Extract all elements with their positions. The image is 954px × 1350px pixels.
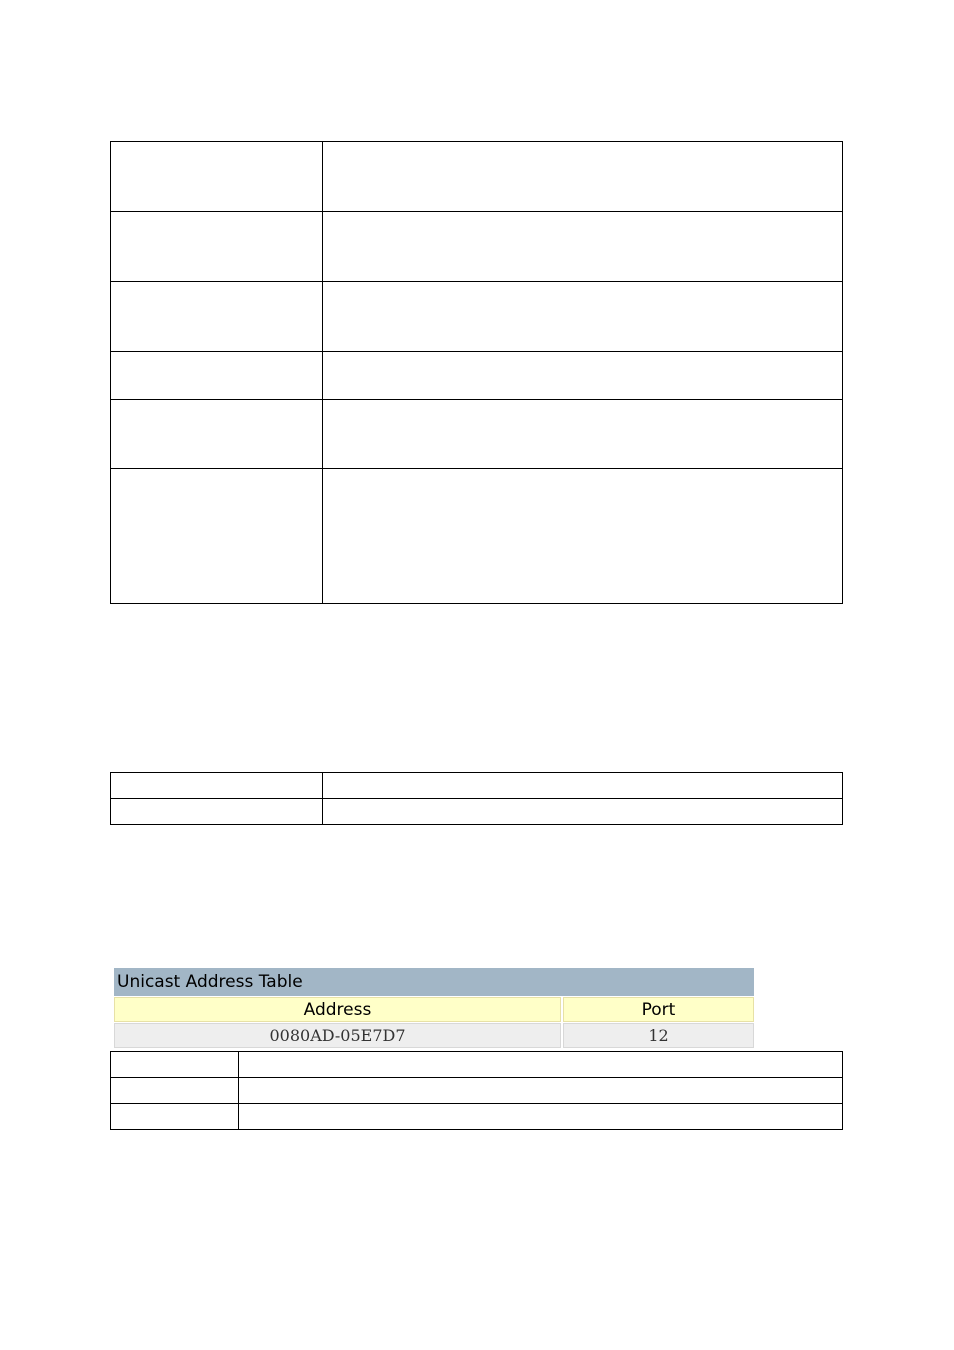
table-row [111,352,843,400]
table-cell [323,469,843,604]
address-field-table [110,1051,843,1130]
table-row [111,1104,843,1130]
table-row [111,773,843,799]
table-cell [111,352,323,400]
command-table [110,772,843,825]
panel-title-row [114,968,754,996]
table-cell [239,1052,843,1078]
panel-title: Unicast Address Table [114,968,754,996]
table-cell [111,1078,239,1104]
table-cell [323,799,843,825]
table-cell [239,1078,843,1104]
table-row [114,1023,754,1048]
table-row [111,212,843,282]
table-cell [111,799,323,825]
table-cell [111,142,323,212]
table-cell [323,400,843,469]
column-header-port: Port [563,997,754,1022]
table-cell [323,212,843,282]
table-cell [323,352,843,400]
port-cell: 12 [563,1023,754,1048]
column-header-address: Address [114,997,561,1022]
table-header-row [114,997,754,1022]
table-row [111,1078,843,1104]
table-cell [111,1052,239,1078]
table-cell [111,773,323,799]
field-description-table [110,141,843,604]
table-cell [323,773,843,799]
address-cell: 0080AD-05E7D7 [114,1023,561,1048]
table-row [111,142,843,212]
table-row [111,469,843,604]
table-cell [111,400,323,469]
table-cell [111,469,323,604]
table-row [111,799,843,825]
table-cell [323,282,843,352]
table-cell [323,142,843,212]
unicast-address-table [112,967,756,1049]
table-cell [111,212,323,282]
table-row [111,1052,843,1078]
table-cell [239,1104,843,1130]
table-cell [111,1104,239,1130]
table-row [111,400,843,469]
table-row [111,282,843,352]
table-cell [111,282,323,352]
